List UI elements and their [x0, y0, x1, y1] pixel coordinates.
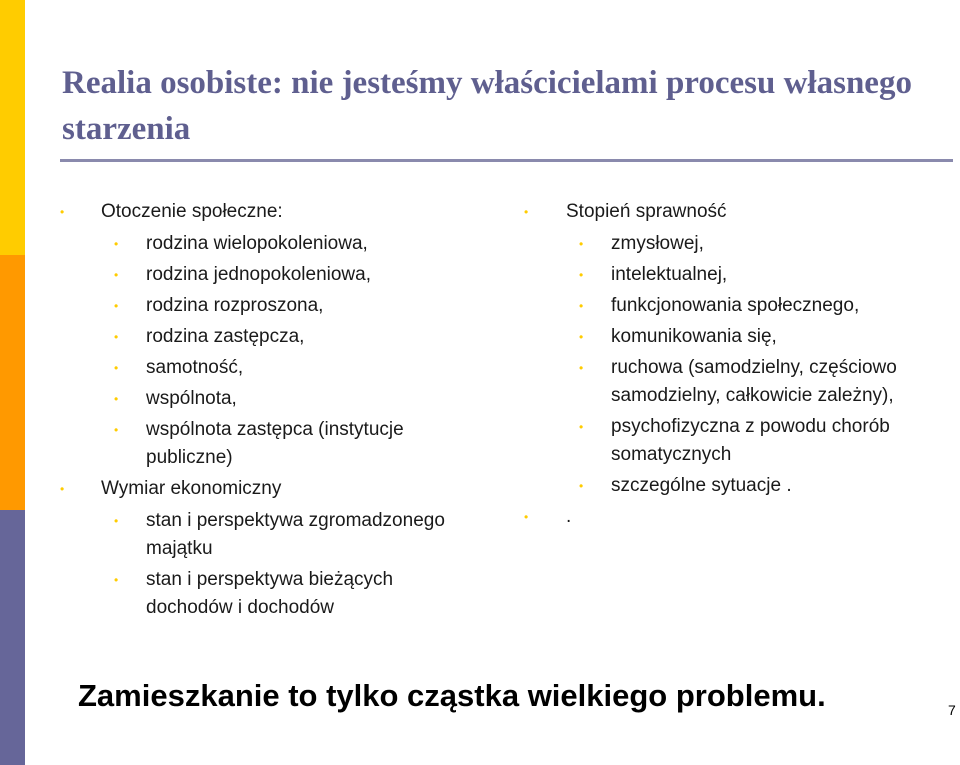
- left-column: [60, 198, 470, 625]
- bullet-icon: •: [114, 514, 119, 528]
- bullet-icon: •: [114, 237, 119, 251]
- list-item: • samotność,: [60, 354, 470, 382]
- bullet-icon: •: [60, 482, 65, 496]
- list-item: • rodzina zastępcza,: [60, 323, 470, 351]
- bullet-icon: •: [114, 573, 119, 587]
- section-heading-social: • Otoczenie społeczne:: [60, 198, 470, 226]
- list-item: • ruchowa (samodzielny, częściowo samodzielny, całkowicie zależny),: [524, 354, 954, 410]
- decorative-sidebar: [0, 0, 25, 765]
- bullet-icon: •: [114, 392, 119, 406]
- list-item: • psychofizyczna z powodu chorób somatycznych: [524, 413, 954, 469]
- list-item: • rodzina wielopokoleniowa,: [60, 230, 470, 258]
- list-item: • intelektualnej,: [524, 261, 954, 289]
- bullet-icon: •: [579, 299, 584, 313]
- list-item: • stan i perspektywa zgromadzonego majątku: [60, 507, 470, 563]
- bullet-icon: •: [579, 479, 584, 493]
- list-item: • zmysłowej,: [524, 230, 954, 258]
- section-heading-fitness: • Stopień sprawność: [524, 198, 954, 226]
- list-item: • wspólnota zastępca (instytucje publiczne): [60, 416, 470, 472]
- bullet-icon: •: [579, 268, 584, 282]
- bullet-icon: •: [524, 205, 529, 219]
- bullet-icon: •: [114, 268, 119, 282]
- right-column: [524, 198, 954, 535]
- list-item: • komunikowania się,: [524, 323, 954, 351]
- bullet-icon: •: [579, 237, 584, 251]
- section-heading-empty: • .: [524, 503, 954, 531]
- conclusion-statement: Zamieszkanie to tylko cząstka wielkiego problemu.: [78, 678, 826, 713]
- bullet-icon: •: [524, 510, 529, 524]
- bullet-icon: •: [114, 423, 119, 437]
- list-item: • funkcjonowania społecznego,: [524, 292, 954, 320]
- list-item: • wspólnota,: [60, 385, 470, 413]
- bullet-icon: •: [114, 299, 119, 313]
- sidebar-band-yellow: [0, 0, 25, 255]
- sidebar-band-purple: [0, 510, 25, 765]
- bullet-icon: •: [579, 420, 584, 434]
- page-number: 7: [948, 702, 956, 718]
- bullet-icon: •: [60, 205, 65, 219]
- section-heading-economic: • Wymiar ekonomiczny: [60, 475, 470, 503]
- bullet-icon: •: [114, 361, 119, 375]
- slide-title: Realia osobiste: nie jesteśmy właścicielami procesu własnego starzenia: [62, 65, 912, 147]
- bullet-icon: •: [579, 361, 584, 375]
- list-item: • rodzina rozproszona,: [60, 292, 470, 320]
- list-item: • stan i perspektywa bieżących dochodów i dochodów: [60, 566, 470, 622]
- title-divider: [60, 159, 953, 162]
- bullet-icon: •: [114, 330, 119, 344]
- sidebar-band-orange: [0, 255, 25, 510]
- list-item: • szczególne sytuacje .: [524, 472, 954, 500]
- list-item: • rodzina jednopokoleniowa,: [60, 261, 470, 289]
- bullet-icon: •: [579, 330, 584, 344]
